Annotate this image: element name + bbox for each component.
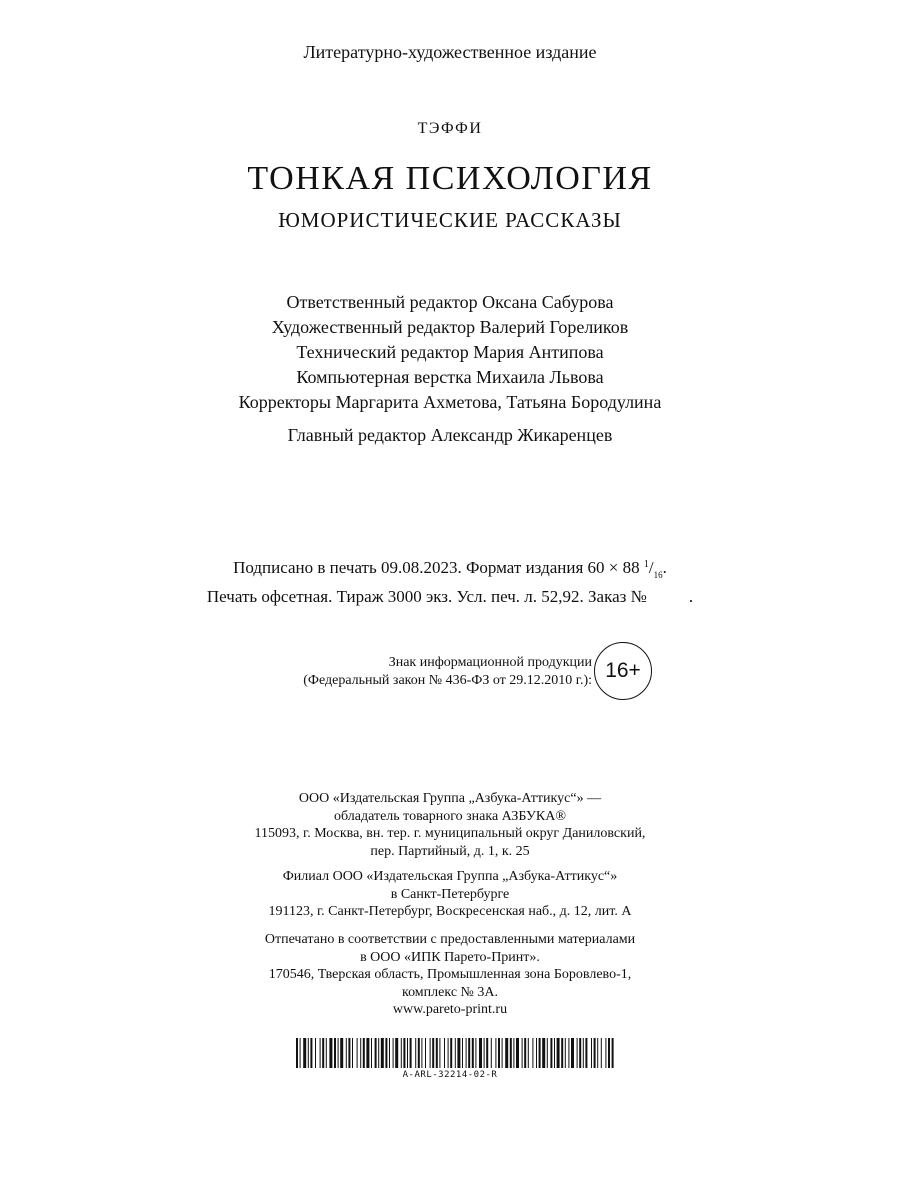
age-rating-text [303, 654, 592, 690]
publisher-line: 115093, г. Москва, вн. тер. г. муниципальный округ Даниловский, [254, 826, 646, 841]
barcode-bar [315, 1038, 316, 1068]
barcode-bar [498, 1038, 500, 1068]
barcode-bar [360, 1038, 361, 1068]
printer-url: www.pareto-print.ru [392, 1002, 508, 1017]
barcode-bar [524, 1038, 526, 1068]
printer-line: 170546, Тверская область, Промышленная зона Боровлево-1, [268, 967, 632, 982]
barcode-bar [479, 1038, 482, 1068]
barcode-bar [410, 1038, 412, 1068]
author-name: ТЭФФИ [417, 120, 483, 137]
printer-line: Отпечатано в соответствии с предоставленными материалами [264, 932, 636, 947]
barcode-bar [346, 1038, 347, 1068]
barcode-bar [338, 1038, 339, 1068]
format-fraction-denominator: 16 [653, 570, 663, 580]
barcode-bar [430, 1038, 431, 1068]
barcode-bar [472, 1038, 474, 1068]
barcode-bar [513, 1038, 514, 1068]
barcode-bar [571, 1038, 574, 1068]
barcode-bar [462, 1038, 463, 1068]
barcode-bar [403, 1038, 405, 1068]
edition-type: Литературно-художественное издание [303, 42, 597, 62]
print-info-period: . [662, 558, 667, 577]
barcode-bar [542, 1038, 545, 1068]
barcode-bar [296, 1038, 298, 1068]
barcode-bar [532, 1038, 533, 1068]
barcode-bar [594, 1038, 596, 1068]
barcode-bar [381, 1038, 384, 1068]
printer-info [0, 931, 900, 1019]
barcode-bar [329, 1038, 332, 1068]
barcode-bar [510, 1038, 512, 1068]
barcode-bar [536, 1038, 537, 1068]
barcode-bar [444, 1038, 445, 1068]
fraction-slash: / [648, 558, 654, 577]
credit-line: Художественный редактор Валерий Гореликов [271, 317, 629, 337]
barcode-bar [608, 1038, 610, 1068]
barcode-bar [547, 1038, 548, 1068]
barcode-bar [486, 1038, 488, 1068]
barcode-bar [579, 1038, 581, 1068]
branch-line: в Санкт-Петербурге [390, 886, 510, 902]
credit-line: Корректоры Маргарита Ахметова, Татьяна Бородулина [238, 392, 662, 412]
barcode-bar [407, 1038, 408, 1068]
barcode-bar [385, 1038, 387, 1068]
barcode-bar [565, 1038, 566, 1068]
branch-info [0, 868, 900, 921]
print-info-period: . [688, 587, 694, 606]
barcode-bar [455, 1038, 456, 1068]
barcode-bar [363, 1038, 365, 1068]
credit-line: Ответственный редактор Оксана Сабурова [286, 292, 614, 312]
print-info-line-1 [0, 554, 900, 586]
publisher-line: ООО «Издательская Группа „Азбука-Аттикус“» — [298, 791, 602, 806]
age-rating-line: Знак информационной продукции [388, 655, 592, 670]
barcode-bar [557, 1038, 560, 1068]
barcode-bar [591, 1038, 592, 1068]
barcode-bar [585, 1038, 587, 1068]
barcode-bar [484, 1038, 485, 1068]
barcode-bar [371, 1038, 372, 1068]
barcode-bar [516, 1038, 519, 1068]
barcode-bar [495, 1038, 496, 1068]
book-title: ТОНКАЯ ПСИХОЛОГИЯ [247, 160, 653, 197]
print-info [0, 554, 900, 608]
barcode-bar [502, 1038, 503, 1068]
print-info-line-2 [0, 586, 900, 608]
barcode-bar [583, 1038, 584, 1068]
barcode-bar [308, 1038, 309, 1068]
barcode-bar [528, 1038, 529, 1068]
barcode-bar [448, 1038, 449, 1068]
barcode-bar [393, 1038, 394, 1068]
publisher-line: пер. Партийный, д. 1, к. 25 [370, 843, 530, 859]
age-rating-block [260, 642, 660, 702]
printer-line: комплекс № 3А. [401, 984, 498, 1000]
barcode-bar [475, 1038, 476, 1068]
barcode-bar [352, 1038, 353, 1068]
barcode-bar [561, 1038, 563, 1068]
barcode-bar [468, 1038, 470, 1068]
barcode-bar [303, 1038, 306, 1068]
barcode-bar [439, 1038, 440, 1068]
barcode-bar [320, 1038, 321, 1068]
barcode-bar [389, 1038, 390, 1068]
branch-line: 191123, г. Санкт-Петербург, Воскресенская наб., д. 12, лит. А [268, 904, 632, 919]
branch-line: Филиал ООО «Издательская Группа „Азбука-Аттикус“» [282, 869, 618, 884]
publisher-line: обладатель товарного знака АЗБУКА® [334, 808, 566, 824]
barcode-bar [550, 1038, 552, 1068]
credit-line: Компьютерная верстка Михаила Львова [296, 367, 604, 387]
barcode-bar [522, 1038, 523, 1068]
printer-line: в ООО «ИПК Парето-Принт». [360, 949, 540, 965]
book-subtitle: ЮМОРИСТИЧЕСКИЕ РАССКАЗЫ [278, 208, 622, 232]
print-info-text: Печать офсетная. Тираж 3000 экз. Усл. печ. л. 52,92. Заказ № [206, 587, 647, 606]
barcode-bar [450, 1038, 452, 1068]
barcode-bar [568, 1038, 569, 1068]
barcode-bar [577, 1038, 578, 1068]
barcode-bar [605, 1038, 606, 1068]
barcode-bar [334, 1038, 336, 1068]
barcode-bar [366, 1038, 369, 1068]
barcode-bar [300, 1038, 301, 1068]
barcode-bar [457, 1038, 460, 1068]
barcode-bar [554, 1038, 555, 1068]
barcode-bar [310, 1038, 312, 1068]
credits-list [0, 290, 900, 415]
barcode-bar [436, 1038, 438, 1068]
barcode-bar [491, 1038, 492, 1068]
print-info-text: Подписано в печать 09.08.2023. Формат издания 60 × 88 [233, 558, 640, 577]
barcode-bar [357, 1038, 358, 1068]
barcode-bar [378, 1038, 379, 1068]
barcode-bar [415, 1038, 416, 1068]
barcode-bar [322, 1038, 324, 1068]
barcode-bar [539, 1038, 541, 1068]
age-rating-badge: 16+ [594, 642, 652, 700]
barcode [296, 1038, 614, 1068]
format-fraction-numerator: 1 [643, 559, 649, 570]
age-rating-line: (Федеральный закон № 436-ФЗ от 29.12.2010 г.): [303, 673, 592, 688]
barcode-bar [601, 1038, 602, 1068]
barcode-bar [395, 1038, 398, 1068]
barcode-bar [401, 1038, 402, 1068]
barcode-bar [432, 1038, 434, 1068]
chief-editor: Главный редактор Александр Жикаренцев [287, 425, 613, 445]
barcode-bar [340, 1038, 343, 1068]
barcode-bar [418, 1038, 420, 1068]
credit-line: Технический редактор Мария Антипова [296, 342, 604, 362]
barcode-bar [375, 1038, 377, 1068]
barcode-bar [421, 1038, 422, 1068]
barcode-bar [597, 1038, 598, 1068]
barcode-bar [612, 1038, 614, 1068]
publisher-info [0, 790, 900, 860]
barcode-label: A-ARL-32214-02-R [402, 1070, 498, 1080]
barcode-bar [505, 1038, 508, 1068]
barcode-bar [348, 1038, 350, 1068]
barcode-bar [425, 1038, 426, 1068]
barcode-bar [466, 1038, 467, 1068]
barcode-bar [326, 1038, 327, 1068]
